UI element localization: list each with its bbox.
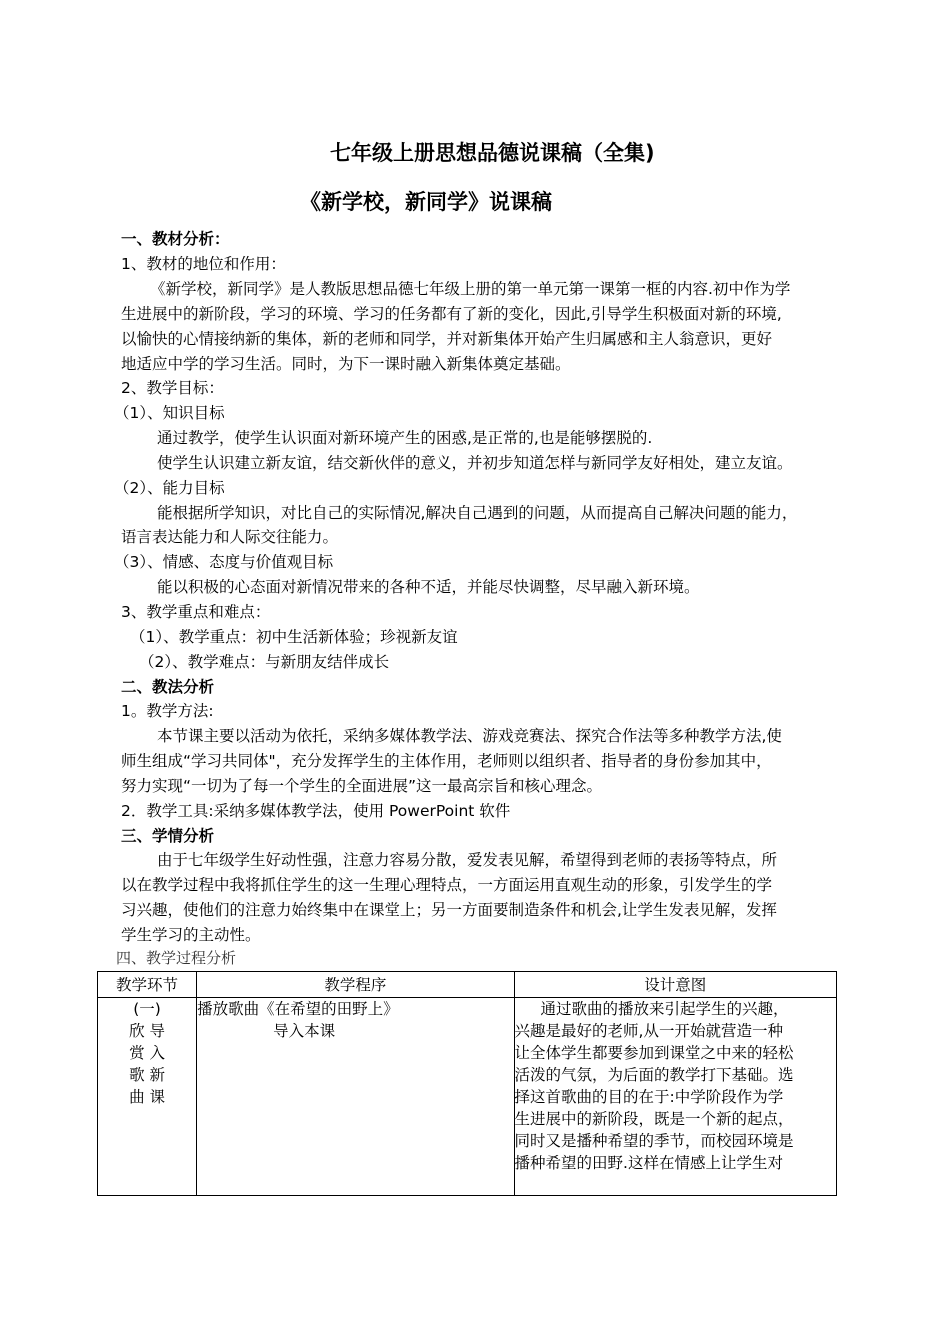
table-row	[98, 998, 837, 1196]
subheading: 1。教学方法:	[121, 702, 214, 720]
body-line: 使学生认识建立新友谊，结交新伙伴的意义，并初步知道怎样与新同学友好相处，建立友谊。	[157, 454, 793, 472]
intent-cell	[514, 998, 836, 1196]
subheading: （3）、情感、态度与价值观目标	[114, 553, 334, 571]
lesson-title: 《新学校，新同学》说课稿	[300, 190, 552, 214]
document-title: 七年级上册思想品德说课稿（全集)	[330, 141, 655, 165]
segment-line: 曲 课	[129, 1088, 166, 1106]
body-line: 地适应中学的学习生活。同时，为下一课时融入新集体奠定基础。	[121, 355, 571, 373]
intent-line: 播种希望的田野.这样在情感上让学生对	[514, 1154, 783, 1172]
body-line: 以在教学过程中我将抓住学生的这一生理心理特点，一方面运用直观生动的形象，引发学生的学	[121, 876, 773, 894]
column-header: 教学程序	[197, 972, 514, 998]
intent-line: 活泼的气氛，为后面的教学打下基础。选	[514, 1066, 794, 1084]
intent-line: 通过歌曲的播放来引起学生的兴趣，	[540, 1000, 789, 1018]
intent-line: 择这首歌曲的目的在于:中学阶段作为学	[514, 1088, 784, 1106]
body-line: 能根据所学知识，对比自己的实际情况,解决自己遇到的问题，从而提高自己解决问题的能力，	[157, 504, 798, 522]
section-heading: 四、教学过程分析	[116, 949, 237, 967]
body-line: 由于七年级学生好动性强，注意力容易分散，爱发表见解，希望得到老师的表扬等特点，所	[157, 851, 778, 869]
segment-line: 歌 新	[129, 1066, 166, 1084]
segment-line: 欣 导	[129, 1022, 166, 1040]
subheading: 2、教学目标：	[121, 379, 224, 397]
subheading: （1）、知识目标	[114, 404, 225, 422]
body-line: 以愉快的心情接纳新的集体，新的老师和同学，并对新集体开始产生归属感和主人翁意识，更好	[121, 330, 773, 348]
body-line: 能以积极的心态面对新情况带来的各种不适，并能尽快调整，尽早融入新环境。	[157, 578, 700, 596]
subheading: 3、教学重点和难点：	[121, 603, 271, 621]
body-line: 本节课主要以活动为依托，采纳多媒体教学法、游戏竞赛法、探究合作法等多种教学方法,使	[157, 727, 782, 745]
body-line: （2）、教学难点：与新朋友结伴成长	[139, 653, 390, 671]
intent-line: 生进展中的新阶段，既是一个新的起点，	[514, 1110, 794, 1128]
body-line: 《新学校，新同学》是人教版思想品德七年级上册的第一单元第一课第一框的内容.初中作为学	[150, 280, 791, 298]
body-line: 努力实现“一切为了每一个学生的全面进展”这一最高宗旨和核心理念。	[121, 777, 603, 795]
column-header: 教学环节	[98, 972, 197, 998]
intent-line: 兴趣是最好的老师,从一开始就营造一种	[514, 1022, 783, 1040]
body-line: 2．教学工具:采纳多媒体教学法，使用 PowerPoint 软件	[121, 802, 511, 820]
body-line: 习兴趣，使他们的注意力始终集中在课堂上；另一方面要制造条件和机会,让学生发表见解，发挥	[121, 901, 777, 919]
section-heading: 二、教法分析	[121, 678, 215, 696]
body-line: （1）、教学重点：初中生活新体验；珍视新友谊	[130, 628, 458, 646]
intent-line: 同时又是播种希望的季节，而校园环境是	[514, 1132, 794, 1150]
segment-line: 赏 入	[129, 1044, 166, 1062]
procedure-line: 播放歌曲《在希望的田野上》	[197, 1000, 399, 1018]
body-line: 语言表达能力和人际交往能力。	[121, 528, 339, 546]
body-line: 学生学习的主动性。	[121, 926, 261, 944]
procedure-cell	[197, 998, 514, 1196]
segment-line: (一)	[133, 1000, 161, 1018]
intent-line: 让全体学生都要参加到课堂之中来的轻松	[514, 1044, 794, 1062]
body-line: 师生组成“学习共同体"，充分发挥学生的主体作用，老师则以组织者、指导者的身份参加其中，	[121, 752, 772, 770]
section-heading: 一、教材分析：	[121, 230, 230, 248]
subheading: （2）、能力目标	[114, 479, 225, 497]
table-header-row	[98, 972, 837, 998]
segment-cell	[98, 998, 197, 1196]
column-header: 设计意图	[514, 972, 836, 998]
procedure-line: 导入本课	[273, 1022, 336, 1040]
subheading: 1、教材的地位和作用：	[121, 255, 286, 273]
body-line: 生进展中的新阶段，学习的环境、学习的任务都有了新的变化，因此,引导学生积极面对新的环境,	[121, 305, 782, 323]
teaching-process-table	[97, 971, 837, 1196]
body-line: 通过教学，使学生认识面对新环境产生的困惑,是正常的,也是能够摆脱的.	[157, 429, 653, 447]
section-heading: 三、学情分析	[121, 827, 215, 845]
